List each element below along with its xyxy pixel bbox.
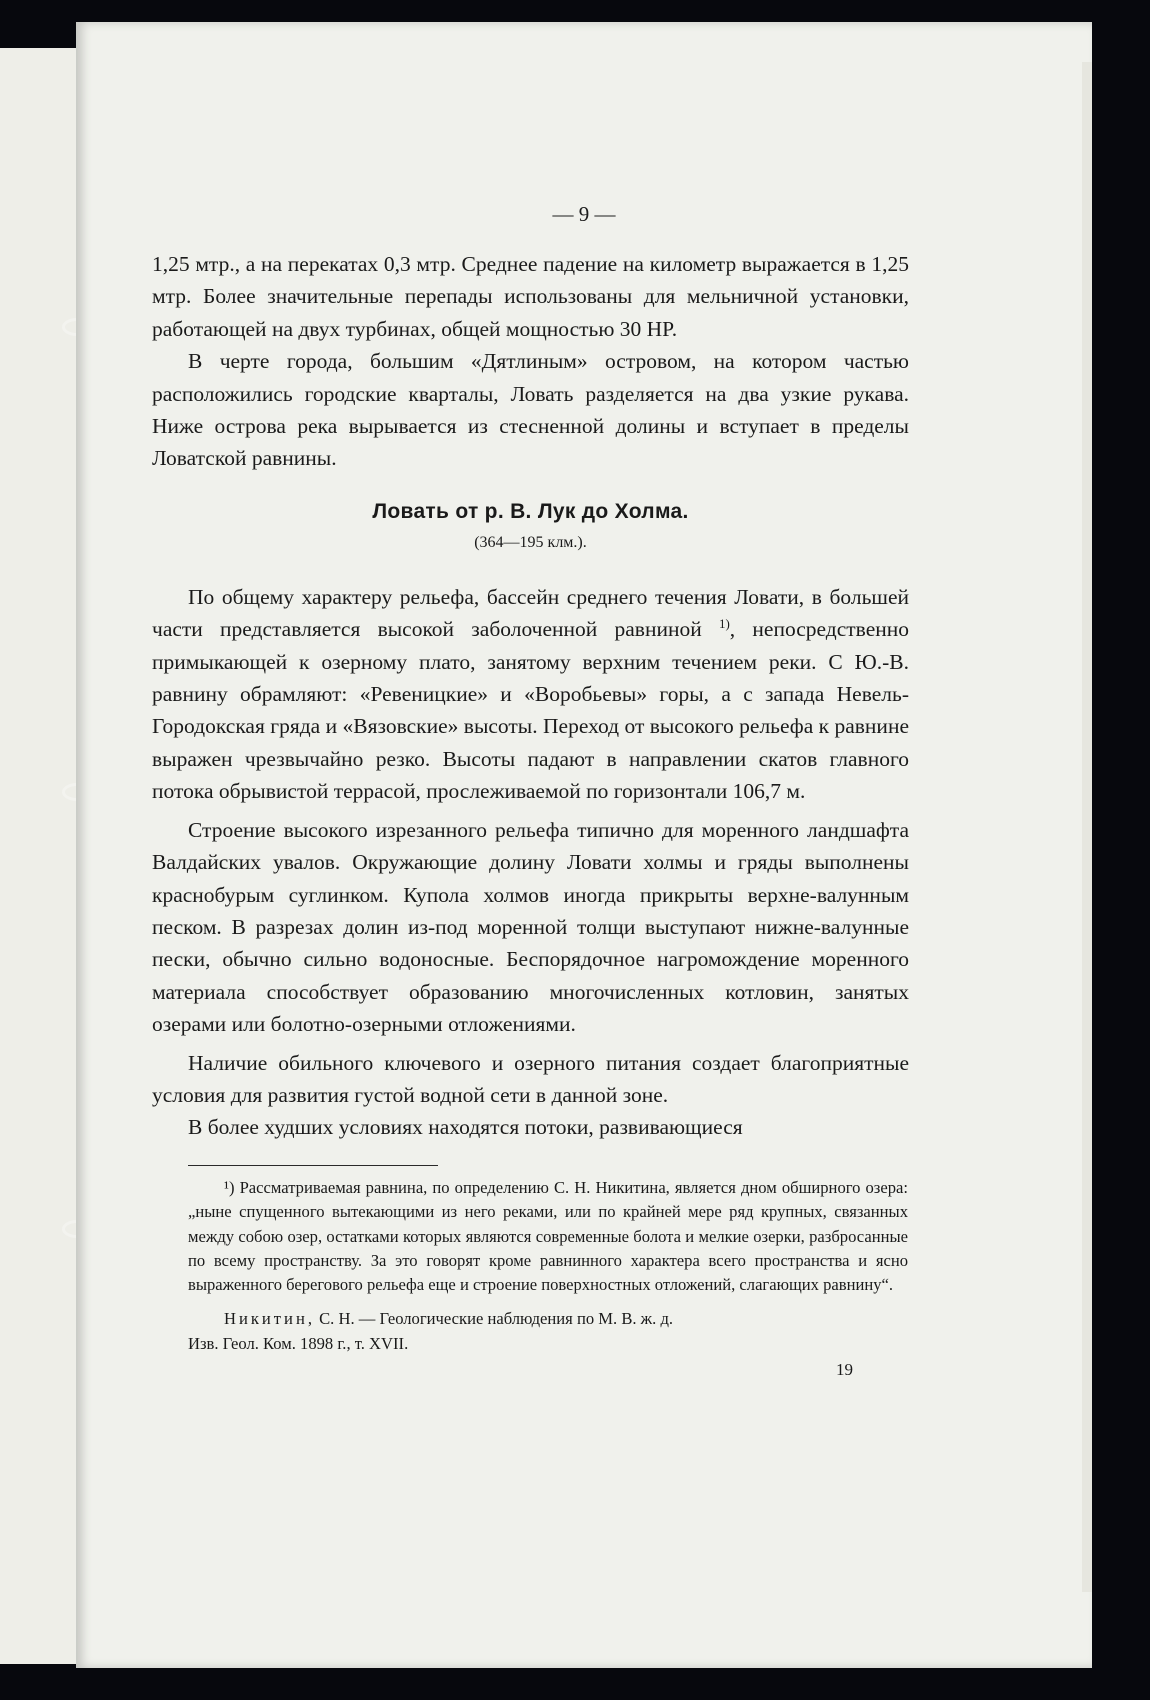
page-edge: [1082, 62, 1092, 1592]
book-page: [76, 22, 1092, 1668]
footnote: ¹) Рассматриваемая равнина, по определению С. Н. Никитина, является дном обширного озера: „ныне спущенного вытекающими из него реками, или по крайней мере ряд крупных, связанных между собою озер, остатками которых являются современные болота и мелкие озерки, разбросанные по всему пространству. За это говорят кроме равнинного характера всего пространства и ясно выраженного берегового рельефа еще и строение поверхностных отложений, слагающих равнину“.: [188, 1178, 908, 1295]
paragraph-text: По общему характеру рельефа, бассейн среднего течения Ловати, в большей части представляется высокой заболоченной равниной: [152, 584, 909, 642]
section-subheading: (364—195 клм.).: [474, 533, 587, 551]
signature-mark: 19: [836, 1360, 853, 1379]
paragraph: В более худших условиях находятся потоки, развивающиеся: [188, 1115, 743, 1140]
paragraph: Наличие обильного ключевого и озерного питания создает благоприятные условия для развития густой водной сети в данной зоне.: [152, 1050, 909, 1107]
reference-title: С. Н. — Геологические наблюдения по М. В. ж. д.: [314, 1309, 674, 1329]
paragraph: В черте города, большим «Дятлиным» островом, на котором частью расположились городские кварталы, Ловать разделяется на два узкие рукава. Ниже острова река вырывается из стесненной долины и вступает в пределы Ловатской равнины.: [152, 349, 909, 471]
page-number: — 9 —: [552, 202, 616, 226]
footnote-divider: [188, 1165, 438, 1166]
paragraph: 1,25 мтр., а на перекатах 0,3 мтр. Среднее падение на километр выражается в 1,25 мтр. Более значительные перепады использованы для мельничной установки, работающей на двух турбинах, общей мощностью 30 HP.: [152, 252, 909, 341]
paragraph-text: , непосредственно примыкающей к озерному плато, занятому верхним течением реки. С Ю.-В. равнину обрамляют: «Ревеницкие» и «Воробьевы» горы, а с запада Невель-Городокская гряда и «Вязовские» высоты. Переход от высокого рельефа к равнине выражен чрезвычайно резко. Высоты падают в направлении скатов главного потока обрывистой террасой, прослеживаемой по горизонтали 106,7 м.: [152, 617, 909, 804]
paragraph: Строение высокого изрезанного рельефа типично для моренного ландшафта Валдайских увалов. Окружающие долину Ловати холмы и гряды выполнены краснобурым суглинком. Купола холмов иногда прикрыты верхне-валунным песком. В разрезах долин из-под моренной толщи выступают нижне-валунные пески, обычно сильно водоносные. Беспорядочное нагромождение моренного материала способствует образованию многочисленных котловин, занятых озерами или болотно-озерными отложениями.: [152, 817, 909, 1037]
section-heading: Ловать от р. В. Лук до Холма.: [372, 499, 689, 523]
footnotes: [188, 1176, 908, 1356]
footnote-marker: 1): [718, 616, 730, 632]
body-text: [152, 248, 909, 1144]
left-page-edge: [0, 48, 82, 1664]
paragraph: [152, 581, 909, 808]
reference-author: Никитин,: [224, 1309, 315, 1329]
footnote-reference: [188, 1307, 908, 1331]
footnote-reference-source: Изв. Геол. Ком. 1898 г., т. XVII.: [188, 1333, 409, 1353]
